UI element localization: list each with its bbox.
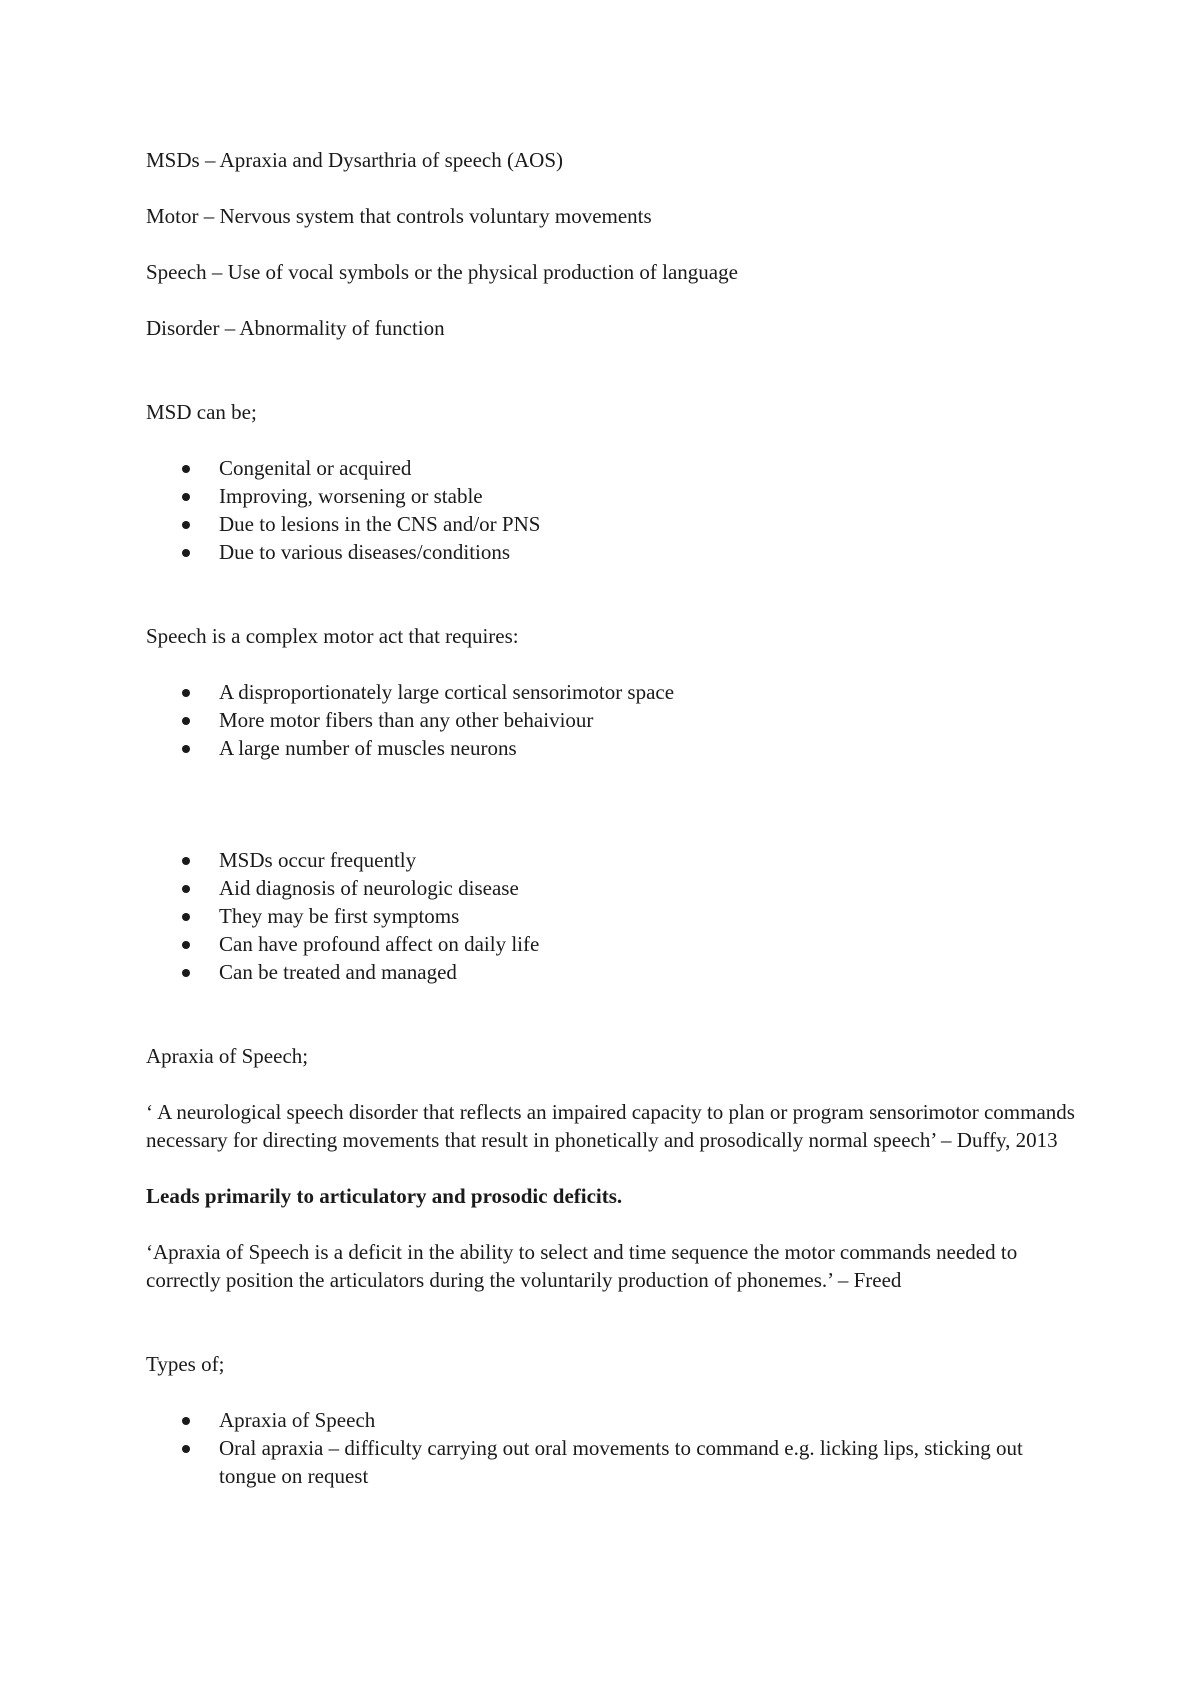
definition-speech: Speech – Use of vocal symbols or the physical production of language bbox=[146, 260, 738, 284]
bullet-icon bbox=[182, 1417, 190, 1425]
list-item: A disproportionately large cortical sensorimotor space bbox=[146, 678, 1076, 706]
bullet-icon bbox=[182, 941, 190, 949]
bullet-icon bbox=[182, 689, 190, 697]
list-item: Aid diagnosis of neurologic disease bbox=[146, 874, 1076, 902]
bullet-icon bbox=[182, 1445, 190, 1453]
bullet-icon bbox=[182, 745, 190, 753]
speech-heading: Speech is a complex motor act that requires: bbox=[146, 624, 519, 648]
list-item: More motor fibers than any other behaiviour bbox=[146, 706, 1076, 734]
list-item: They may be first symptoms bbox=[146, 902, 1076, 930]
types-heading: Types of; bbox=[146, 1352, 225, 1376]
bullet-icon bbox=[182, 717, 190, 725]
list-item: Due to various diseases/conditions bbox=[146, 538, 1076, 566]
list-item: Can be treated and managed bbox=[146, 958, 1076, 986]
aos-heading: Apraxia of Speech; bbox=[146, 1044, 309, 1068]
bullet-icon bbox=[182, 493, 190, 501]
document-page bbox=[146, 146, 1076, 1490]
definition-msds: MSDs – Apraxia and Dysarthria of speech (AOS) bbox=[146, 148, 563, 172]
aos-key-statement: Leads primarily to articulatory and prosodic deficits. bbox=[146, 1184, 623, 1208]
bullet-icon bbox=[182, 969, 190, 977]
bullet-icon bbox=[182, 465, 190, 473]
msd-list bbox=[146, 454, 1076, 566]
list-item: Improving, worsening or stable bbox=[146, 482, 1076, 510]
aos-quote-freed: ‘Apraxia of Speech is a deficit in the ability to select and time sequence the motor commands needed to correctly position the articulators during the voluntarily production of phonemes.’ – Freed bbox=[146, 1240, 1018, 1292]
list-item: A large number of muscles neurons bbox=[146, 734, 1076, 762]
definition-motor: Motor – Nervous system that controls voluntary movements bbox=[146, 204, 652, 228]
list-item: Apraxia of Speech bbox=[146, 1406, 1076, 1434]
definitions-section bbox=[146, 146, 1076, 342]
list-item: Can have profound affect on daily life bbox=[146, 930, 1076, 958]
bullet-icon bbox=[182, 857, 190, 865]
bullet-icon bbox=[182, 913, 190, 921]
msd-heading: MSD can be; bbox=[146, 400, 257, 424]
list-item: Due to lesions in the CNS and/or PNS bbox=[146, 510, 1076, 538]
types-list bbox=[146, 1406, 1076, 1490]
speech-list bbox=[146, 678, 1076, 762]
list-item: Oral apraxia – difficulty carrying out oral movements to command e.g. licking lips, sticking out tongue on request bbox=[146, 1434, 1076, 1490]
bullet-icon bbox=[182, 549, 190, 557]
list-item: Congenital or acquired bbox=[146, 454, 1076, 482]
aos-quote-duffy: ‘ A neurological speech disorder that reflects an impaired capacity to plan or program sensorimotor commands necessary for directing movements that result in phonetically and prosodically normal speech’ – Duffy, 2013 bbox=[146, 1100, 1075, 1152]
bullet-icon bbox=[182, 885, 190, 893]
list-item: MSDs occur frequently bbox=[146, 846, 1076, 874]
bullet-icon bbox=[182, 521, 190, 529]
definition-disorder: Disorder – Abnormality of function bbox=[146, 316, 445, 340]
importance-list bbox=[146, 846, 1076, 986]
